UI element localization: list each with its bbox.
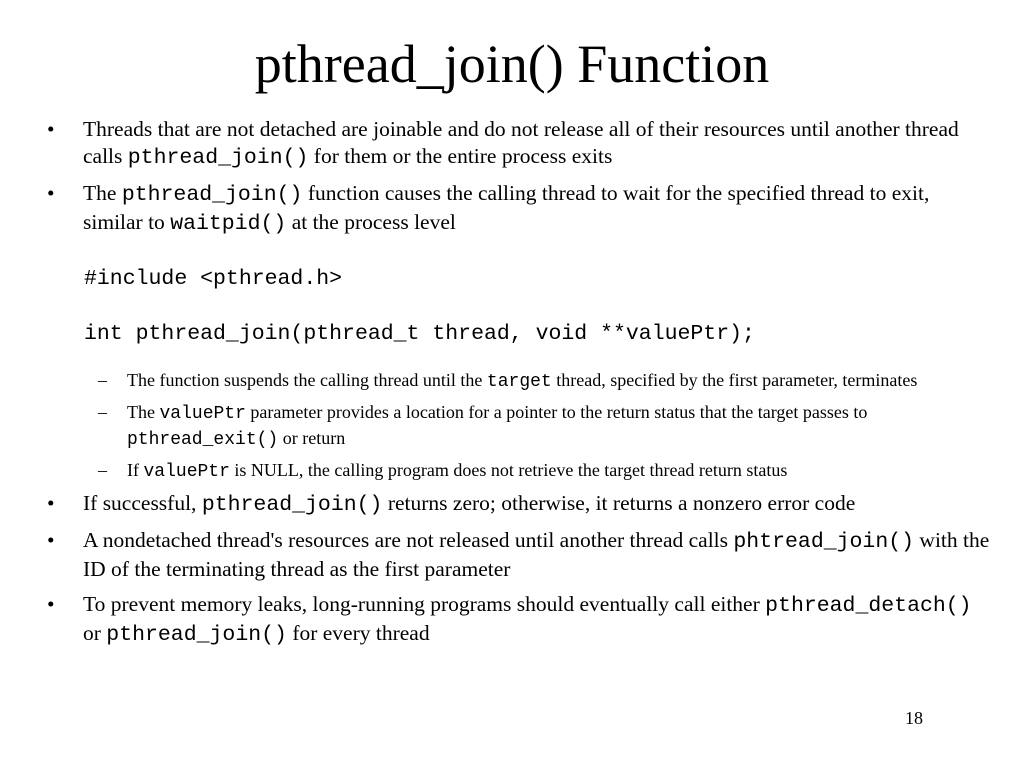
sub-bullet-item [98, 458, 994, 484]
code-signature: int pthread_join(pthread_t thread, void **valuePtr); [84, 322, 755, 346]
dash-mark: – [98, 370, 107, 390]
bullet-item [44, 180, 994, 238]
code-span: pthread_join() [201, 493, 383, 517]
sub-bullet-text: or return [278, 428, 346, 448]
code-span: pthread_exit() [127, 430, 279, 450]
bullet-text: for them or the entire process exits [308, 144, 613, 168]
code-span: waitpid() [170, 212, 287, 236]
sub-bullet-text: is NULL, the calling program does not retrieve the target thread return status [229, 460, 788, 480]
bullet-mark: • [47, 592, 55, 616]
code-span: valuePtr [143, 462, 230, 482]
dash-mark: – [98, 402, 107, 422]
code-span: target [486, 372, 552, 392]
slide-title: pthread_join() Function [254, 34, 770, 94]
bullet-text: Threads that are not detached are joinable and do not release all of their resources until another thread calls [83, 117, 959, 168]
code-span: valuePtr [159, 404, 246, 424]
code-span: pthread_join() [121, 183, 303, 207]
sub-bullet-text: If [127, 460, 144, 480]
bullet-text: for every thread [286, 621, 430, 645]
bullet-text: If successful, [83, 491, 202, 515]
bullet-item [44, 591, 994, 649]
sub-bullet-text: The function suspends the calling thread until the [127, 370, 487, 390]
bullet-text: function causes the calling thread to wait for the specified thread to exit, similar to [83, 181, 930, 234]
bullet-text: To prevent memory leaks, long-running programs should eventually call either [83, 592, 766, 616]
page-number: 18 [905, 708, 923, 728]
sub-bullet-text: The [127, 402, 160, 422]
code-span: pthread_detach() [765, 594, 972, 618]
bullet-mark: • [47, 181, 55, 205]
sub-bullet-text: thread, specified by the first parameter, terminates [551, 370, 918, 390]
bullet-text: A nondetached thread's resources are not released until another thread calls [83, 528, 734, 552]
code-span: phtread_join() [733, 530, 915, 554]
sub-bullet-item [98, 400, 994, 452]
bullet-item [44, 116, 994, 172]
code-span: pthread_join() [127, 146, 309, 170]
code-include: #include <pthread.h> [84, 267, 343, 291]
bullet-mark: • [47, 491, 55, 515]
bullet-text: returns zero; otherwise, it returns a nonzero error code [382, 491, 856, 515]
slide-body [44, 116, 994, 649]
dash-mark: – [98, 460, 107, 480]
code-span: pthread_join() [106, 623, 287, 647]
bullet-mark: • [47, 528, 55, 552]
bullet-text: or [83, 621, 107, 645]
bullet-item [44, 490, 994, 519]
sub-bullet-text: parameter provides a location for a pointer to the return status that the target passes to [245, 402, 868, 422]
bullet-text: with the ID of the terminating thread as the first parameter [83, 528, 990, 581]
bullet-item [44, 527, 994, 583]
bullet-text: The [83, 181, 122, 205]
bullet-mark: • [47, 117, 55, 141]
bullet-text: at the process level [286, 210, 456, 234]
sub-bullet-item [98, 368, 994, 394]
